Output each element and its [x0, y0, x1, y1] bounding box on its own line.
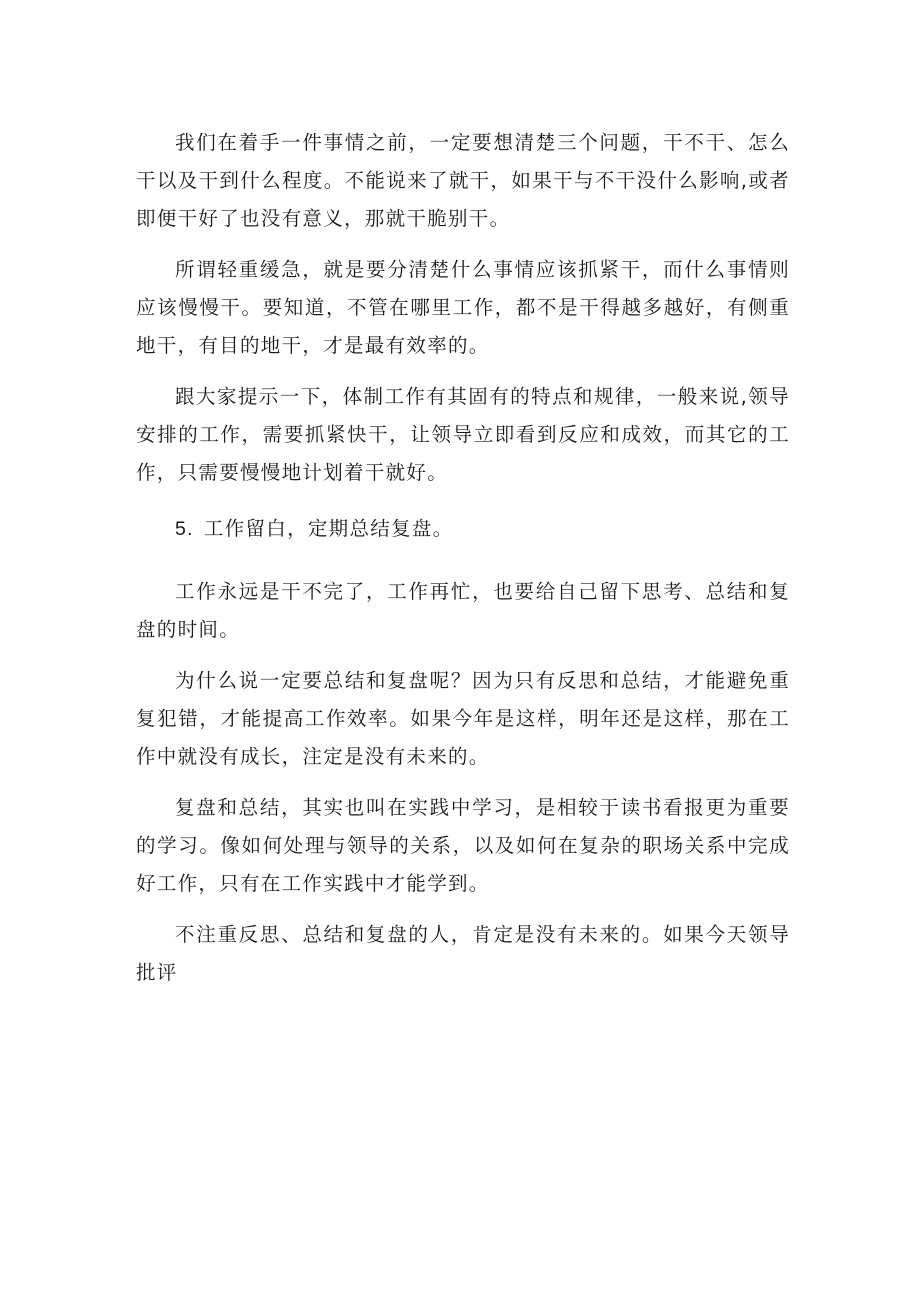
document-body — [136, 124, 790, 992]
section-title: 工作留白，定期总结复盘。 — [203, 517, 454, 540]
paragraph-no-future: 不注重反思、总结和复盘的人，肯定是没有未来的。如果今天领导批评 — [136, 923, 790, 984]
paragraph-three-questions: 我们在着手一件事情之前，一定要想清楚三个问题，干不干、怎么干以及干到什么程度。不能说来了就干，如果干与不干没什么影响,或者即便干好了也没有意义，那就干脆别干。 — [136, 131, 790, 230]
section-number: 5. — [175, 518, 194, 540]
section-heading-5 — [136, 510, 790, 548]
paragraph-priorities: 所谓轻重缓急，就是要分清楚什么事情应该抓紧干，而什么事情则应该慢慢干。要知道，不管在哪里工作，都不是干得越多越好，有侧重地干，有目的地干，才是最有效率的。 — [136, 258, 790, 357]
paragraph-why-review: 为什么说一定要总结和复盘呢？因为只有反思和总结，才能避免重复犯错，才能提高工作效率。如果今年是这样，明年还是这样，那在工作中就没有成长，注定是没有未来的。 — [136, 669, 790, 768]
paragraph-leave-time: 工作永远是干不完了，工作再忙，也要给自己留下思考、总结和复盘的时间。 — [136, 580, 790, 641]
paragraph-learn-in-practice: 复盘和总结，其实也叫在实践中学习，是相较于读书看报更为重要的学习。像如何处理与领导的关系，以及如何在复杂的职场关系中完成好工作，只有在工作实践中才能学到。 — [136, 796, 790, 895]
paragraph-system-work-tip: 跟大家提示一下，体制工作有其固有的特点和规律，一般来说,领导安排的工作，需要抓紧快干，让领导立即看到反应和成效，而其它的工作，只需要慢慢地计划着干就好。 — [136, 385, 790, 484]
